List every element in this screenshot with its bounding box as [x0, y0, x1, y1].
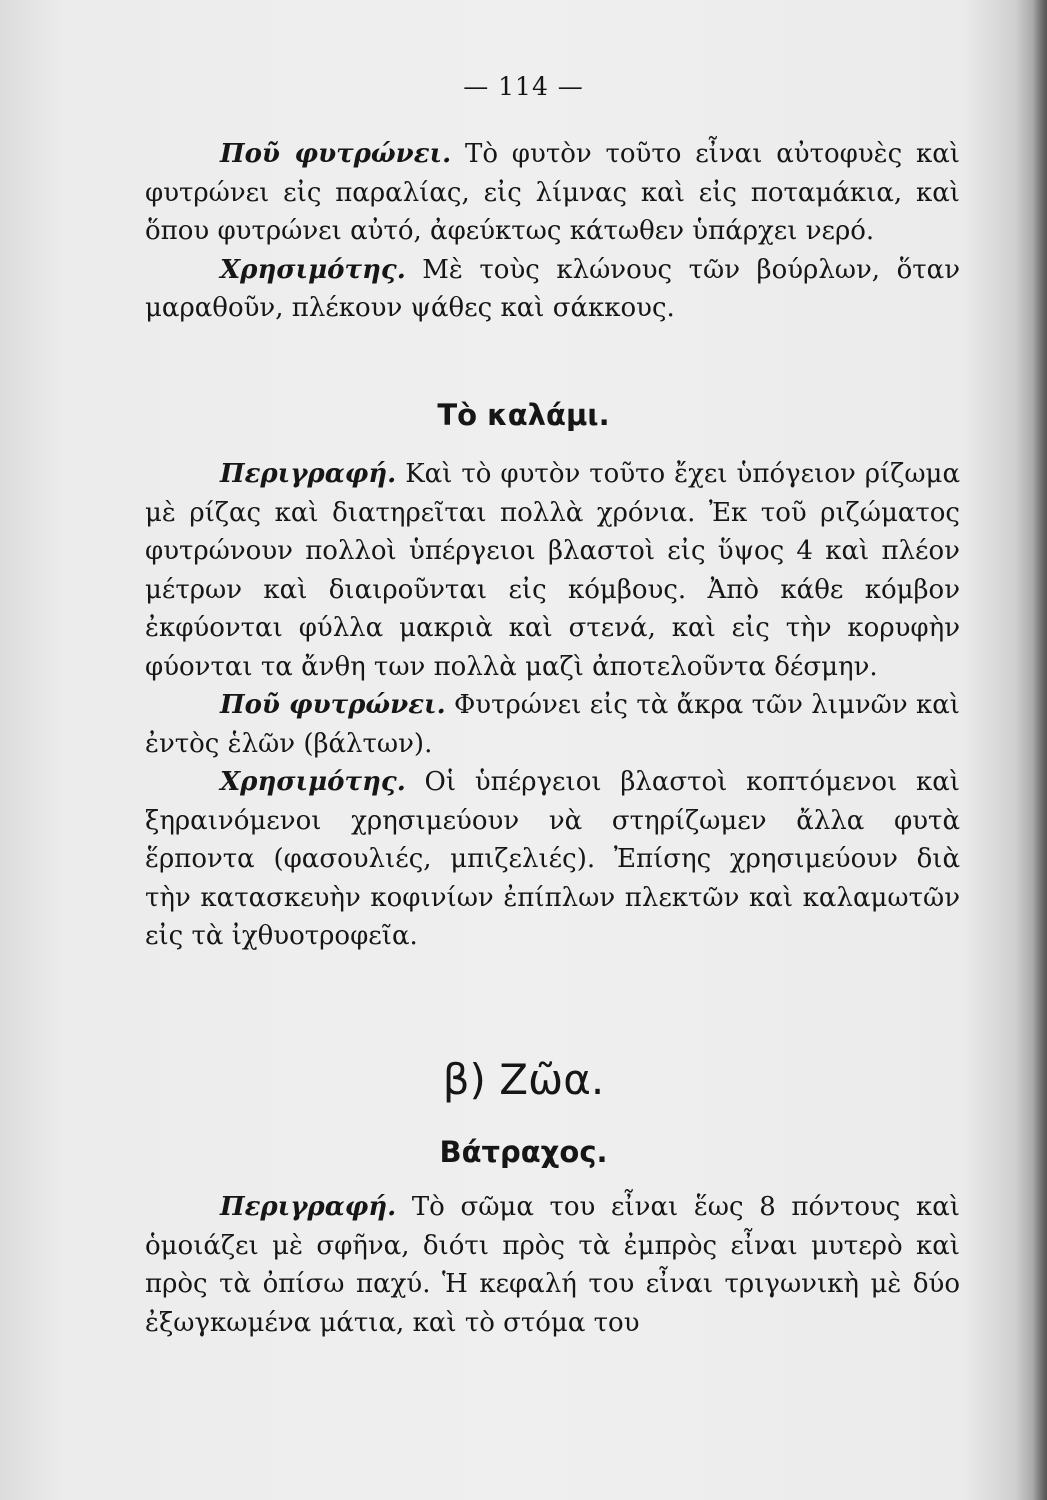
paragraph-lead: Ποῦ φυτρώνει.: [220, 139, 452, 169]
heading-zoa: β) Ζῶα.: [442, 1055, 605, 1104]
heading-vatrachos: Βάτραχος.: [439, 1135, 608, 1169]
paragraph-where-grows: [145, 135, 960, 251]
paragraph-text: Τὸ φυτὸν τοῦτο εἶναι αὐτοφυὲς καὶ φυτρώνει εἰς παραλίας, εἰς λίμνας καὶ εἰς ποταμάκια, καὶ ὅπου φυτρώνει αὐτό, ἀφεύκτως κάτωθεν ὑπάρχει νερό.: [145, 139, 960, 246]
paragraph-lead: Περιγραφή.: [220, 459, 397, 489]
paragraph-text: Φυτρώνει εἰς τὰ ἄκρα τῶν λιμνῶν καὶ ἐντὸς ἑλῶν (βάλτων).: [145, 690, 960, 759]
paragraph-usefulness: [145, 251, 960, 328]
paragraph-text: Οἱ ὑπέργειοι βλαστοὶ κοπτόμενοι καὶ ξηραινόμενοι χρησιμεύουν νὰ στηρίζωμεν ἄλλα φυτὰ ἕρποντα (φασουλιές, μπιζελιές). Ἐπίσης χρησιμεύουν διὰ τὴν κατασκευὴν κοφινίων ἐπίπλων πλεκτῶν καὶ καλαμωτῶν εἰς τὰ ἰχθυοτροφεῖα.: [145, 767, 960, 951]
section-kalami: [145, 455, 960, 956]
paragraph-text: Τὸ σῶμα του εἶναι ἕως 8 πόντους καὶ ὁμοιάζει μὲ σφῆνα, διότι πρὸς τὰ ἐμπρὸς εἶναι μυτερὸ καὶ πρὸς τὰ ὀπίσω παχύ. Ἡ κεφαλή του εἶναι τριγωνικὴ μὲ δύο ἐξωγκωμένα μάτια, καὶ τὸ στόμα του: [145, 1192, 960, 1338]
paragraph-text: Καὶ τὸ φυτὸν τοῦτο ἔχει ὑπόγειον ρίζωμα μὲ ρίζας καὶ διατηρεῖται πολλὰ χρόνια. Ἐκ τοῦ ριζώματος φυτρώνουν πολλοὶ ὑπέργειοι βλαστοὶ εἰς ὕψος 4 καὶ πλέον μέτρων καὶ διαιροῦνται εἰς κόμβους. Ἀπὸ κάθε κόμβον ἐκφύονται φύλλα μακριὰ καὶ στενά, καὶ εἰς τὴν κορυφὴν φύονται τα ἄνθη των πολλὰ μαζὶ ἀποτελοῦντα δέσμην.: [145, 459, 960, 682]
paragraph-usefulness: [145, 763, 960, 956]
paragraph-where-grows: [145, 686, 960, 763]
heading-kalami: Τὸ καλάμι.: [437, 398, 610, 432]
section-vourla: [145, 135, 960, 328]
paragraph-lead: Χρησιμότης.: [220, 254, 406, 285]
paragraph-text: Μὲ τοὺς κλώνους τῶν βούρλων, ὅταν μαραθοῦν, πλέκουν ψάθες καὶ σάκκους.: [145, 254, 960, 323]
paragraph-lead: Ποῦ φυτρώνει.: [220, 690, 446, 720]
paragraph-lead: Περιγραφή.: [220, 1192, 397, 1222]
section-vatrachos: [145, 1188, 960, 1342]
paragraph-description: [145, 1188, 960, 1342]
page-edge-shadow: [1033, 0, 1047, 1500]
paragraph-lead: Χρησιμότης.: [220, 767, 406, 797]
page-number: — 114 —: [463, 72, 584, 101]
paragraph-description: [145, 455, 960, 686]
